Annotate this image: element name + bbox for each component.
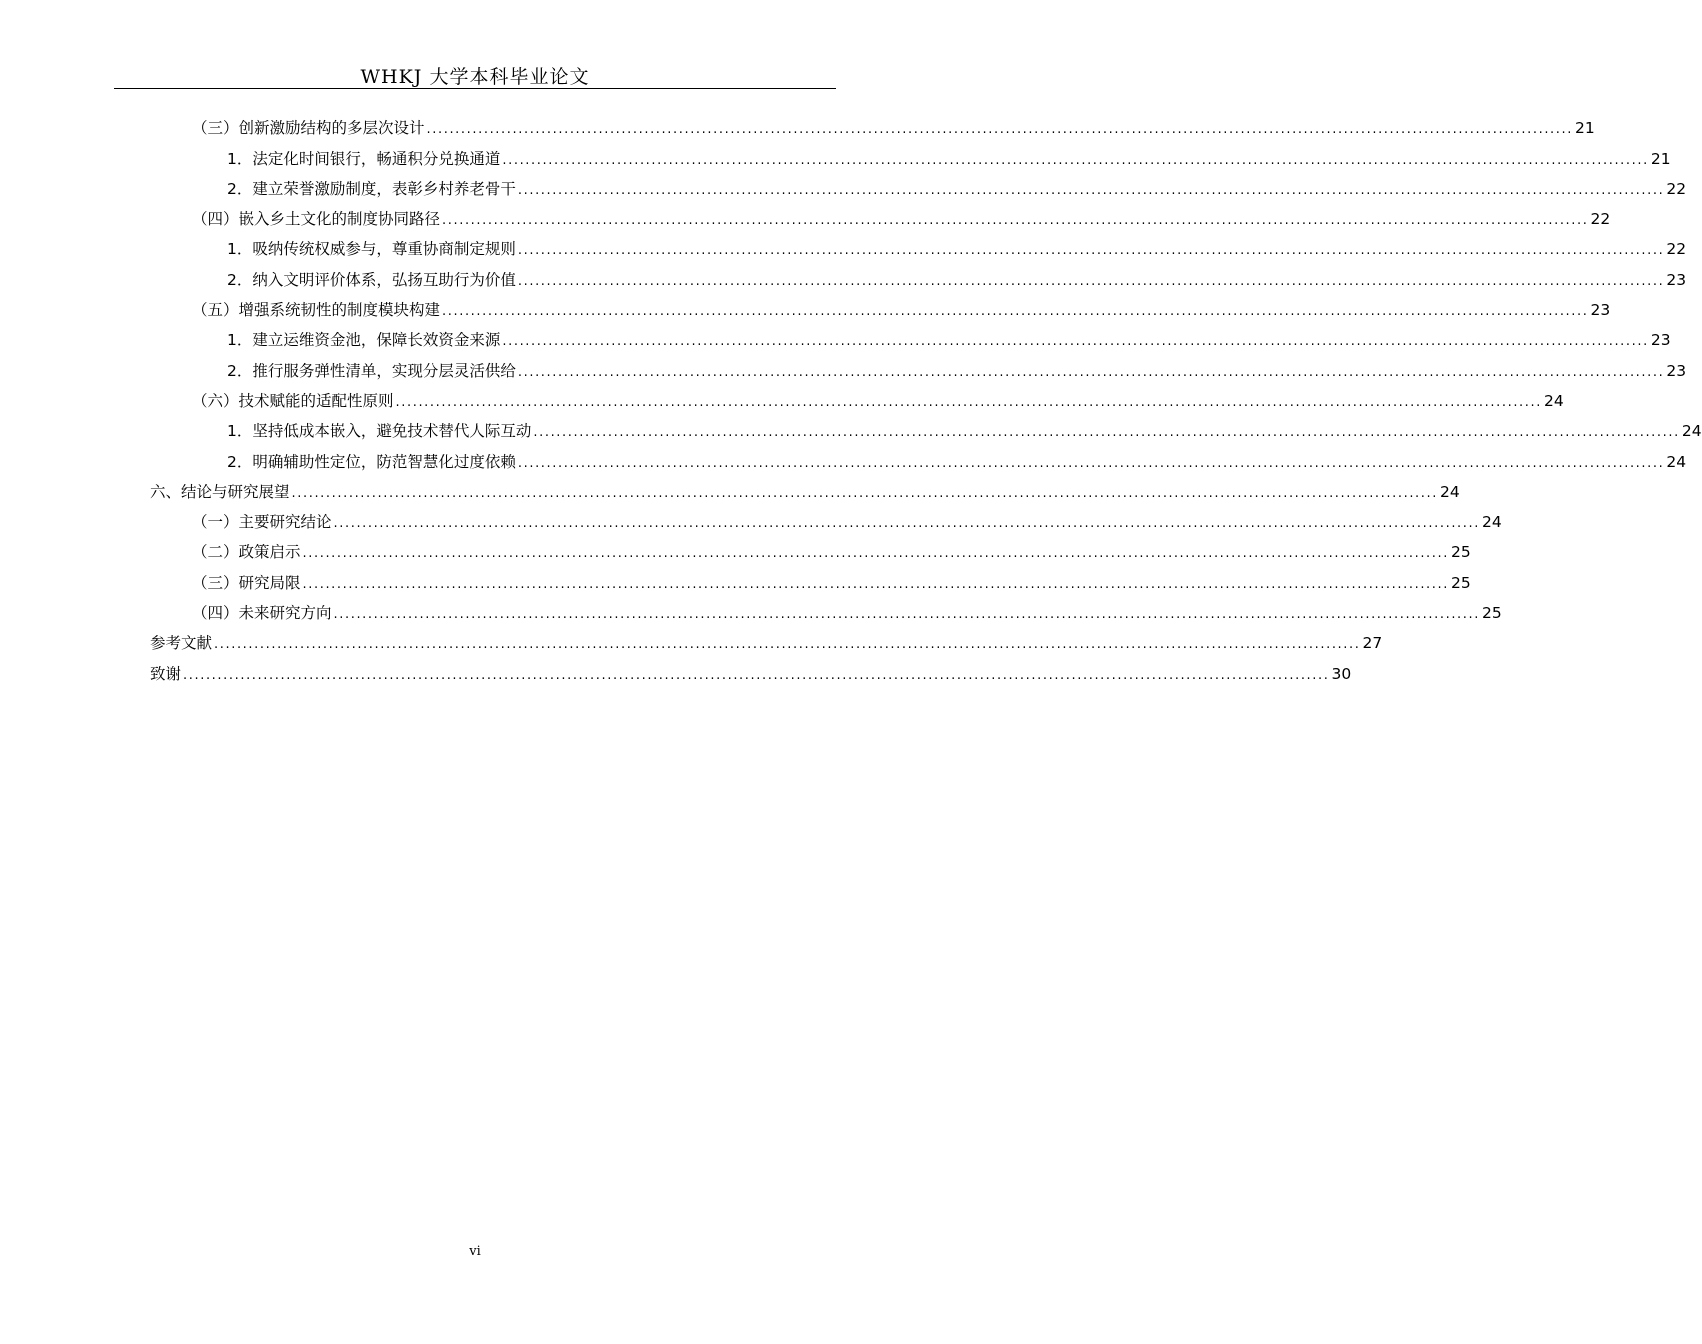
toc-leader-dots: ........................................................................................................................................................................................................ (395, 394, 1542, 410)
toc-entry-page: 27 (1362, 634, 1383, 653)
toc-entry-label: 六、结论与研究展望 (150, 482, 290, 501)
toc-leader-dots: ........................................................................................................................................................................................................ (333, 516, 1480, 532)
toc-leader-dots: ........................................................................................................................................................................................................ (517, 182, 1665, 198)
toc-entry-page: 23 (1590, 301, 1611, 320)
toc-entry-page: 23 (1666, 361, 1687, 380)
toc-entry-page: 22 (1590, 210, 1611, 229)
toc-leader-dots: ........................................................................................................................................................................................................ (302, 576, 1449, 592)
header-rule (114, 88, 836, 89)
toc-entry-page: 21 (1574, 119, 1595, 138)
table-of-contents (150, 113, 1702, 689)
toc-entry[interactable] (150, 386, 1564, 416)
toc-entry[interactable] (150, 113, 1595, 143)
toc-leader-dots: ........................................................................................................................................................................................................ (426, 122, 1573, 138)
toc-entry[interactable] (150, 325, 1671, 355)
toc-entry-page: 25 (1450, 543, 1471, 562)
toc-entry-page: 23 (1650, 331, 1671, 350)
toc-entry-label: （三）创新激励结构的多层次设计 (192, 119, 425, 138)
toc-entry[interactable] (150, 446, 1687, 476)
toc-entry-label: （六）技术赋能的适配性原则 (192, 391, 394, 410)
toc-entry-page: 30 (1331, 664, 1352, 683)
toc-entry-page: 24 (1681, 422, 1702, 441)
toc-entry[interactable] (150, 355, 1687, 385)
toc-leader-dots: ........................................................................................................................................................................................................ (502, 334, 1649, 350)
toc-entry[interactable] (150, 143, 1671, 173)
toc-entry[interactable] (150, 477, 1460, 507)
toc-leader-dots: ........................................................................................................................................................................................................ (442, 304, 1589, 320)
toc-entry-page: 22 (1666, 179, 1687, 198)
page-number: vi (469, 1244, 481, 1259)
toc-entry-label: （四）未来研究方向 (192, 604, 332, 623)
toc-entry[interactable] (150, 507, 1502, 537)
toc-entry-label: 2．明确辅助性定位，防范智慧化过度依赖 (227, 452, 516, 471)
toc-entry[interactable] (150, 234, 1687, 264)
toc-leader-dots: ........................................................................................................................................................................................................ (333, 607, 1480, 623)
toc-entry-page: 25 (1450, 573, 1471, 592)
toc-entry-label: 2．建立荣誉激励制度，表彰乡村养老骨干 (227, 179, 516, 198)
toc-entry-page: 24 (1543, 391, 1564, 410)
toc-entry[interactable] (150, 628, 1383, 658)
toc-leader-dots: ........................................................................................................................................................................................................ (302, 546, 1449, 562)
toc-leader-dots: ........................................................................................................................................................................................................ (517, 243, 1665, 259)
toc-entry-label: 1．法定化时间银行，畅通积分兑换通道 (227, 149, 501, 168)
toc-leader-dots: ........................................................................................................................................................................................................ (442, 213, 1589, 229)
toc-entry-page: 24 (1439, 482, 1460, 501)
toc-entry-label: 1．坚持低成本嵌入，避免技术替代人际互动 (227, 422, 532, 441)
toc-entry-label: （四）嵌入乡土文化的制度协同路径 (192, 210, 441, 229)
toc-entry-page: 25 (1481, 604, 1502, 623)
toc-entry-label: 2．推行服务弹性清单，实现分层灵活供给 (227, 361, 516, 380)
toc-leader-dots: ........................................................................................................................................................................................................ (517, 455, 1665, 471)
toc-entry[interactable] (150, 598, 1502, 628)
toc-entry-page: 23 (1666, 270, 1687, 289)
toc-entry[interactable] (150, 537, 1471, 567)
toc-entry[interactable] (150, 416, 1702, 446)
toc-entry[interactable] (150, 295, 1611, 325)
toc-entry-label: （三）研究局限 (192, 573, 301, 592)
toc-entry-label: 2．纳入文明评价体系，弘扬互助行为价值 (227, 270, 516, 289)
toc-entry[interactable] (150, 567, 1471, 597)
toc-entry-label: （二）政策启示 (192, 543, 301, 562)
toc-entry-label: 1．建立运维资金池，保障长效资金来源 (227, 331, 501, 350)
toc-entry[interactable] (150, 174, 1687, 204)
toc-leader-dots: ........................................................................................................................................................................................................ (502, 152, 1649, 168)
running-header: WHKJ 大学本科毕业论文 (360, 66, 590, 88)
toc-entry[interactable] (150, 204, 1611, 234)
toc-leader-dots: ........................................................................................................................................................................................................ (291, 485, 1438, 501)
toc-entry-label: 致谢 (150, 664, 182, 683)
toc-entry[interactable] (150, 264, 1687, 294)
toc-leader-dots: ........................................................................................................................................................................................................ (183, 667, 1330, 683)
toc-leader-dots: ........................................................................................................................................................................................................ (214, 637, 1361, 653)
toc-entry-page: 24 (1666, 452, 1687, 471)
toc-leader-dots: ........................................................................................................................................................................................................ (517, 273, 1665, 289)
toc-entry-label: 1．吸纳传统权威参与，尊重协商制定规则 (227, 240, 516, 259)
toc-leader-dots: ........................................................................................................................................................................................................ (517, 364, 1665, 380)
toc-leader-dots: ........................................................................................................................................................................................................ (533, 425, 1680, 441)
toc-entry-page: 21 (1650, 149, 1671, 168)
toc-entry-label: （五）增强系统韧性的制度模块构建 (192, 301, 441, 320)
toc-entry-page: 24 (1481, 513, 1502, 532)
toc-entry[interactable] (150, 658, 1352, 688)
toc-entry-label: （一）主要研究结论 (192, 513, 332, 532)
toc-entry-label: 参考文献 (150, 634, 213, 653)
toc-entry-page: 22 (1666, 240, 1687, 259)
